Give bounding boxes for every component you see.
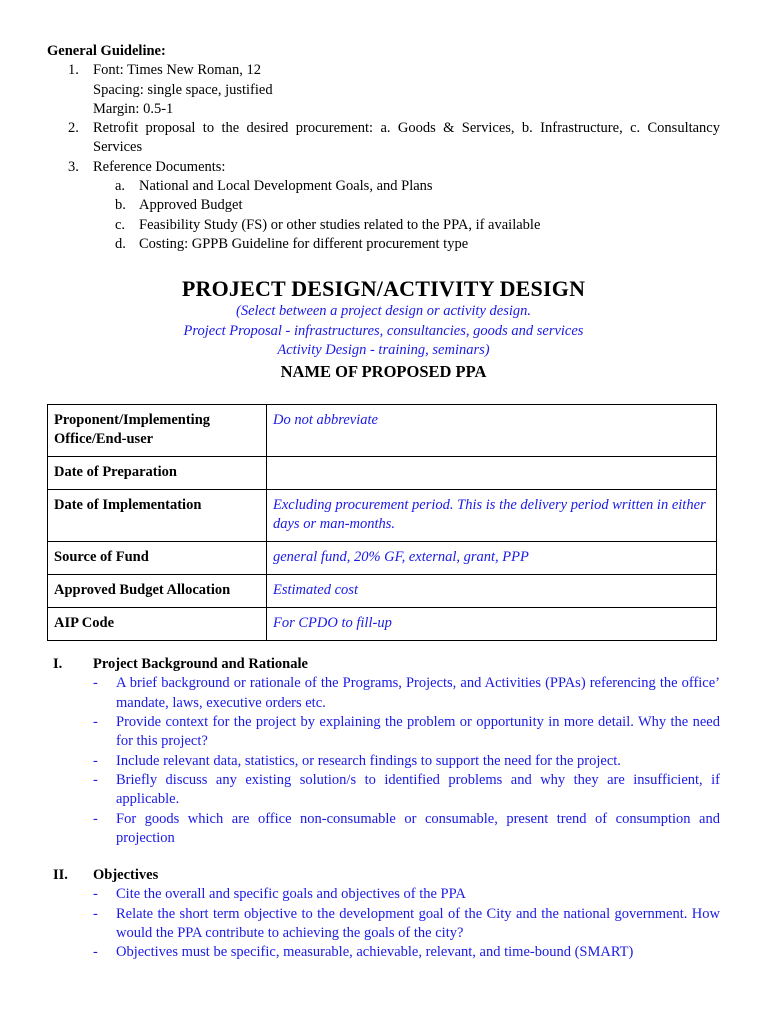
list-item	[93, 752, 720, 771]
row-label: Proponent/Implementing Office/End-user	[48, 405, 267, 457]
reference-letter: b.	[115, 197, 126, 214]
row-value[interactable]: Excluding procurement period. This is the delivery period written in either days or man-months.	[267, 490, 717, 542]
section-heading	[47, 655, 720, 674]
reference-text: Feasibility Study (FS) or other studies related to the PPA, if available	[139, 216, 541, 233]
list-item	[93, 943, 720, 962]
row-value[interactable]	[267, 457, 717, 490]
reference-letter: a.	[115, 178, 126, 195]
row-label: Source of Fund	[48, 542, 267, 575]
dash-bullet: -	[93, 752, 98, 769]
bullet-text: Objectives must be specific, measurable, achievable, relevant, and time-bound (SMART)	[116, 944, 634, 961]
dash-bullet: -	[93, 905, 98, 922]
reference-item	[93, 216, 720, 235]
section-title: Objectives	[93, 867, 159, 884]
dash-bullet: -	[93, 675, 98, 692]
reference-letter: d.	[115, 235, 126, 252]
section-number: II.	[53, 867, 68, 884]
bullet-text: Provide context for the project by explaining the problem or opportunity in more detail. Why the need for this project?	[116, 714, 720, 750]
reference-text: Costing: GPPB Guideline for different procurement type	[139, 235, 469, 252]
list-item	[93, 905, 720, 944]
dash-bullet: -	[93, 714, 98, 731]
list-item	[93, 771, 720, 810]
section-bullets	[93, 674, 720, 848]
section-number: I.	[53, 656, 63, 673]
table-row	[48, 542, 717, 575]
general-guideline	[47, 42, 720, 254]
bullet-text: Include relevant data, statistics, or research findings to support the need for the project.	[116, 752, 621, 769]
table-row	[48, 457, 717, 490]
table-row	[48, 608, 717, 641]
project-info-table	[47, 404, 717, 641]
guideline-item-number: 1.	[68, 62, 79, 79]
design-selection-note: (Select between a project design or activity design.	[235, 303, 531, 320]
dash-bullet: -	[93, 771, 98, 788]
list-item	[93, 810, 720, 849]
row-value[interactable]: For CPDO to fill-up	[267, 608, 717, 641]
dash-bullet: -	[93, 944, 98, 961]
table-row	[48, 490, 717, 542]
guideline-title: General Guideline:	[47, 43, 166, 59]
reference-item	[93, 196, 720, 215]
list-item	[93, 885, 720, 904]
guideline-item-number: 2.	[68, 120, 79, 137]
row-label: AIP Code	[48, 608, 267, 641]
section-background-rationale	[47, 655, 720, 848]
guideline-item-number: 3.	[68, 158, 79, 175]
guideline-item	[47, 119, 720, 158]
bullet-text: Cite the overall and specific goals and objectives of the PPA	[116, 886, 466, 903]
guideline-list	[47, 61, 720, 254]
dash-bullet: -	[93, 886, 98, 903]
bullet-text: A brief background or rationale of the Programs, Projects, and Activities (PPAs) referencing the office’ mandate, laws, executive orders etc.	[116, 675, 720, 711]
guideline-item-text: Reference Documents:	[93, 158, 226, 175]
section-objectives	[47, 866, 720, 962]
guideline-item	[47, 158, 720, 177]
reference-item	[93, 177, 720, 196]
bullet-text: Briefly discuss any existing solution/s to identified problems and why they are insufficient, if applicable.	[116, 771, 720, 808]
list-item	[93, 674, 720, 713]
row-label: Date of Preparation	[48, 457, 267, 490]
guideline-item-line: Font: Times New Roman, 12	[93, 62, 261, 79]
row-value[interactable]: Do not abbreviate	[267, 405, 717, 457]
design-selection-note: Project Proposal - infrastructures, consultancies, goods and services	[183, 322, 584, 339]
reference-documents-list	[93, 177, 720, 254]
document-title: PROJECT DESIGN/ACTIVITY DESIGN	[181, 276, 586, 302]
table-row	[48, 405, 717, 457]
reference-letter: c.	[115, 216, 126, 233]
section-bullets	[93, 885, 720, 962]
guideline-item-line: Margin: 0.5-1	[93, 100, 174, 117]
table-row	[48, 575, 717, 608]
document-page	[47, 42, 720, 963]
guideline-item-line: Spacing: single space, justified	[93, 81, 273, 98]
row-value[interactable]: general fund, 20% GF, external, grant, PPP	[267, 542, 717, 575]
row-value[interactable]: Estimated cost	[267, 575, 717, 608]
section-title: Project Background and Rationale	[93, 656, 308, 673]
reference-text: National and Local Development Goals, and Plans	[139, 178, 433, 195]
list-item	[93, 713, 720, 752]
bullet-text: For goods which are office non-consumable or consumable, present trend of consumption and projection	[116, 810, 720, 846]
row-label: Date of Implementation	[48, 490, 267, 542]
guideline-item-text: Retrofit proposal to the desired procurement: a. Goods & Services, b. Infrastructure, c. Consultancy Services	[93, 120, 720, 156]
section-heading	[47, 866, 720, 885]
design-selection-note: Activity Design - training, seminars)	[277, 341, 490, 358]
reference-text: Approved Budget	[139, 197, 243, 214]
ppa-name-heading: NAME OF PROPOSED PPA	[280, 362, 487, 382]
guideline-item	[47, 61, 720, 119]
reference-item	[93, 235, 720, 254]
dash-bullet: -	[93, 810, 98, 827]
row-label: Approved Budget Allocation	[48, 575, 267, 608]
bullet-text: Relate the short term objective to the development goal of the City and the national government. How would the PPA contribute to achieving the goals of the city?	[116, 905, 720, 942]
